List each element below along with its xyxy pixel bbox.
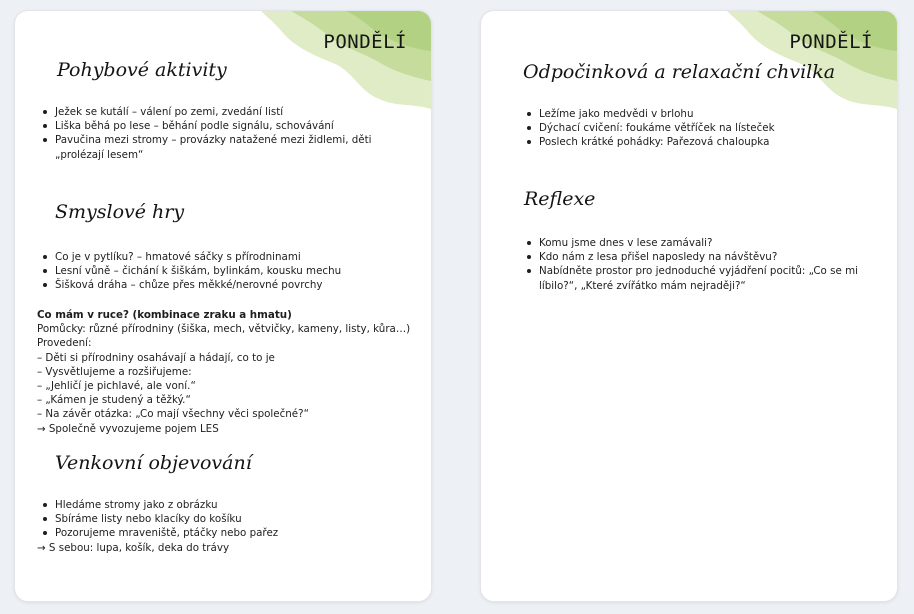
list-item: Ježek se kutálí – válení po zemi, zvedání listí bbox=[55, 105, 423, 119]
activity-line: Provedení: bbox=[37, 337, 92, 350]
section-title: Venkovní objevování bbox=[55, 452, 252, 474]
list-item: Lesní vůně – čichání k šiškám, bylinkám, kousku mechu bbox=[55, 264, 423, 278]
bullet-list bbox=[37, 105, 423, 162]
bullet-list bbox=[37, 498, 423, 541]
list-item: Nabídněte prostor pro jednoduché vyjádření pocitů: „Co se mi líbilo?“, „Které zvířátko mám nejraději?“ bbox=[539, 264, 895, 292]
activity-line: Pomůcky: různé přírodniny (šiška, mech, větvičky, kameny, listy, kůra…) bbox=[37, 323, 411, 336]
section-title: Pohybové aktivity bbox=[57, 59, 227, 81]
bullet-list bbox=[521, 107, 898, 150]
activity-line: – „Kámen je studený a těžký.“ bbox=[37, 394, 191, 407]
activity-line: – Děti si přírodniny osahávají a hádají, co to je bbox=[37, 351, 275, 364]
list-item: Liška běhá po lese – běhání podle signálu, schovávání bbox=[55, 119, 423, 133]
list-item: Pozorujeme mraveniště, ptáčky nebo pařez bbox=[55, 526, 423, 540]
activity-block bbox=[37, 308, 422, 436]
activity-line: – Na závěr otázka: „Co mají všechny věci společné?“ bbox=[37, 408, 309, 421]
activity-line: – „Jehličí je pichlavé, ale voní.“ bbox=[37, 380, 196, 393]
day-label: PONDĚLÍ bbox=[789, 31, 873, 53]
section-title: Reflexe bbox=[524, 188, 596, 210]
day-label: PONDĚLÍ bbox=[323, 31, 407, 53]
list-item: Dýchací cvičení: foukáme větříček na lísteček bbox=[539, 121, 898, 135]
list-item: Kdo nám z lesa přišel naposledy na návštěvu? bbox=[539, 250, 895, 264]
bullet-list bbox=[521, 236, 895, 293]
list-item: Ležíme jako medvědi v brlohu bbox=[539, 107, 898, 121]
activity-title: Co mám v ruce? (kombinace zraku a hmatu) bbox=[37, 309, 292, 321]
section-title: Odpočinková a relaxační chvilka bbox=[523, 61, 836, 83]
list-item: Sbíráme listy nebo klacíky do košíku bbox=[55, 512, 423, 526]
list-item: Hledáme stromy jako z obrázku bbox=[55, 498, 423, 512]
activity-line: → Společně vyvozujeme pojem LES bbox=[37, 422, 219, 435]
list-item: Pavučina mezi stromy – provázky natažené mezi židlemi, děti „prolézají lesem“ bbox=[55, 133, 423, 161]
bullet-list bbox=[37, 250, 423, 293]
list-item: Poslech krátké pohádky: Pařezová chaloupka bbox=[539, 135, 898, 149]
list-item: Šišková dráha – chůze přes měkké/nerovné povrchy bbox=[55, 278, 423, 292]
activity-line: – Vysvětlujeme a rozšiřujeme: bbox=[37, 365, 192, 378]
list-item: Co je v pytlíku? – hmatové sáčky s přírodninami bbox=[55, 250, 423, 264]
list-item: Komu jsme dnes v lese zamávali? bbox=[539, 236, 895, 250]
equipment-note: → S sebou: lupa, košík, deka do trávy bbox=[37, 542, 230, 554]
page-left bbox=[14, 10, 432, 602]
watercolor-decoration bbox=[261, 11, 431, 111]
page-right bbox=[480, 10, 898, 602]
section-title: Smyslové hry bbox=[55, 201, 185, 223]
